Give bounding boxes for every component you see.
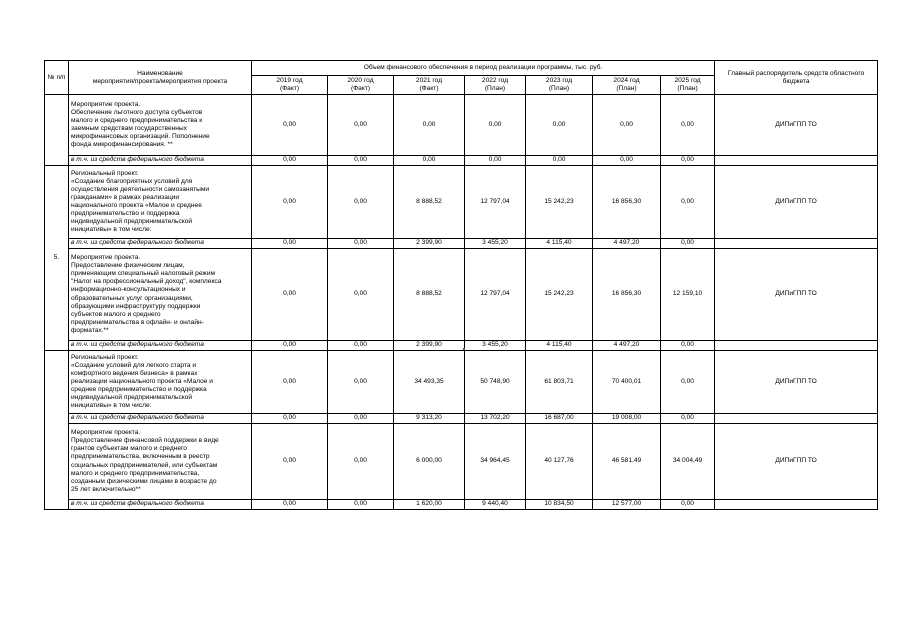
header-year-kind: (План) (548, 85, 570, 92)
header-year-0 (252, 76, 328, 95)
header-name-line-2: мероприятия/проекта/мероприятия проекта (92, 77, 228, 85)
federal-value-cell: 0,00 (593, 156, 661, 166)
value-cell: 0,00 (593, 95, 661, 156)
header-year-label: 2022 год (481, 77, 509, 84)
activity-name-line: осуществления деятельности самозанятыми (71, 185, 210, 193)
value-cell: 12 797,04 (465, 166, 526, 239)
federal-budget-label: в т.ч. из средств федерального бюджета (69, 239, 252, 249)
activity-name-line: национального проекта «Малое и среднее (71, 202, 202, 209)
value-cell: 34 004,49 (661, 424, 715, 500)
federal-value-cell: 0,00 (394, 156, 465, 166)
activity-name-line: созданным физическими лицами в возрасте до (71, 477, 217, 485)
manager-cell: ДИПиГПП ТО (715, 166, 878, 239)
table-row (45, 166, 878, 239)
activity-name-line: реализации национального проекта «Малое и (71, 377, 213, 385)
header-year-2 (394, 76, 465, 95)
activity-name-line: малого и среднего предпринимательства, (71, 469, 200, 477)
activity-name-line: Мероприятие проекта. (71, 429, 141, 437)
table-body (45, 95, 878, 510)
value-cell: 34 493,35 (394, 351, 465, 414)
activity-name-line: комфортного ведения бизнеса» в рамках (71, 369, 198, 377)
header-year-kind: (Факт) (350, 85, 371, 92)
header-year-kind: (План) (616, 85, 637, 92)
federal-value-cell: 4 115,40 (526, 239, 593, 249)
federal-value-cell: 1 620,00 (394, 500, 465, 510)
activity-name-line: Региональный проект. (71, 353, 139, 361)
header-funding: Объем финансового обеспечения в период реализации программы, тыс. руб. (252, 61, 715, 76)
value-cell: 70 400,01 (593, 351, 661, 414)
federal-value-cell: 0,00 (465, 156, 526, 166)
header-year-kind: (Факт) (279, 85, 300, 92)
activity-name-line: гражданами» в рамках реализации (71, 193, 180, 201)
activity-name (69, 95, 252, 156)
value-cell: 40 127,76 (526, 424, 593, 500)
row-number-empty (45, 351, 69, 510)
value-cell: 0,00 (252, 166, 328, 239)
activity-name (69, 424, 252, 500)
activity-name-line: Мероприятие проекта. (71, 100, 141, 108)
value-cell: 15 242,23 (526, 166, 593, 239)
federal-value-cell: 0,00 (252, 341, 328, 351)
manager-cell: ДИПиГПП ТО (715, 95, 878, 156)
value-cell: 0,00 (252, 249, 328, 341)
value-cell: 8 888,52 (394, 166, 465, 239)
manager-cell-empty (715, 156, 878, 166)
activity-name-line: предпринимательства, включенным в реестр (71, 453, 210, 461)
federal-value-cell: 9 313,20 (394, 414, 465, 424)
federal-value-cell: 10 834,50 (526, 500, 593, 510)
value-cell: 16 856,30 (593, 166, 661, 239)
federal-value-cell: 4 497,20 (593, 341, 661, 351)
activity-name-line: микрофинансовых организаций. Пополнение (71, 133, 210, 141)
federal-value-cell: 9 440,40 (465, 500, 526, 510)
federal-value-cell: 2 399,90 (394, 239, 465, 249)
activity-name-line: Предоставление финансовой поддержки в виде (71, 437, 219, 445)
federal-value-cell: 0,00 (328, 156, 394, 166)
activity-name-line: информационно-консультационных и (71, 286, 186, 294)
activity-name-line: Региональный проект. (71, 169, 139, 177)
federal-value-cell: 0,00 (661, 239, 715, 249)
federal-budget-label: в т.ч. из средств федерального бюджета (69, 500, 252, 510)
value-cell: 0,00 (328, 166, 394, 239)
federal-value-cell: 0,00 (252, 239, 328, 249)
header-year-label: 2025 год (674, 77, 701, 84)
value-cell: 0,00 (252, 95, 328, 156)
value-cell: 12 159,10 (661, 249, 715, 341)
value-cell: 12 797,04 (465, 249, 526, 341)
table-row (45, 351, 878, 414)
value-cell: 8 888,52 (394, 249, 465, 341)
activity-name-line: социальных предпринимателей, или субъектам (71, 461, 218, 469)
federal-value-cell: 0,00 (252, 500, 328, 510)
value-cell: 0,00 (252, 351, 328, 414)
activity-name-line: индивидуальной предпринимательской (71, 218, 193, 226)
value-cell: 0,00 (328, 249, 394, 341)
row-number-empty (45, 95, 69, 166)
manager-cell: ДИПиГПП ТО (715, 249, 878, 341)
value-cell: 0,00 (328, 351, 394, 414)
activity-name-line: 25 лет включительно** (71, 485, 141, 493)
federal-value-cell: 0,00 (252, 414, 328, 424)
value-cell: 0,00 (526, 95, 593, 156)
value-cell: 0,00 (328, 95, 394, 156)
activity-name-line: «Создание благоприятных условий для (71, 177, 193, 185)
manager-cell: ДИПиГПП ТО (715, 351, 878, 414)
manager-cell-empty (715, 341, 878, 351)
federal-value-cell: 0,00 (328, 500, 394, 510)
activity-name-line: фонда микрофинансирования. ** (71, 141, 173, 149)
activity-name (69, 351, 252, 414)
federal-value-cell: 0,00 (328, 341, 394, 351)
value-cell: 0,00 (661, 166, 715, 239)
activity-name-line: образовательных услуг организациями, (71, 294, 193, 302)
activity-name-line: инициативы» в том числе: (71, 402, 152, 410)
value-cell: 16 856,30 (593, 249, 661, 341)
header-year-3 (465, 76, 526, 95)
federal-value-cell: 16 687,00 (526, 414, 593, 424)
activity-name-line: "Налог на профессиональный доход", комплекса (71, 278, 222, 286)
header-year-5 (593, 76, 661, 95)
activity-name-line: среднее предпринимательство и поддержка (71, 386, 207, 394)
manager-cell-empty (715, 239, 878, 249)
manager-cell-empty (715, 414, 878, 424)
federal-value-cell: 13 702,20 (465, 414, 526, 424)
activity-name (69, 249, 252, 341)
subtotal-row (45, 500, 878, 510)
activity-name-line: образующими инфраструктуру поддержки (71, 302, 201, 310)
stray-dot (463, 348, 465, 350)
header-year-label: 2020 год (347, 77, 374, 84)
financing-table (44, 60, 878, 510)
manager-cell-empty (715, 500, 878, 510)
federal-value-cell: 0,00 (252, 156, 328, 166)
value-cell: 15 242,23 (526, 249, 593, 341)
activity-name-line: заемным средствам государственных (71, 125, 187, 132)
federal-budget-label: в т.ч. из средств федерального бюджета (69, 156, 252, 166)
value-cell: 6 000,00 (394, 424, 465, 500)
value-cell: 46 581,49 (593, 424, 661, 500)
table-row (45, 424, 878, 500)
federal-value-cell: 0,00 (661, 341, 715, 351)
header-year-label: 2023 год (545, 77, 573, 84)
federal-budget-label: в т.ч. из средств федерального бюджета (69, 341, 252, 351)
activity-name-line: индивидуальной предпринимательской (71, 394, 193, 402)
activity-name-line: малого и среднего предпринимательства к (71, 116, 203, 124)
value-cell: 0,00 (252, 424, 328, 500)
document-page (44, 60, 878, 510)
header-year-6 (661, 76, 715, 95)
value-cell: 0,00 (661, 351, 715, 414)
table-row (45, 95, 878, 156)
header-name (69, 61, 252, 95)
federal-value-cell: 2 399,90 (394, 341, 465, 351)
value-cell: 0,00 (328, 424, 394, 500)
value-cell: 61 803,71 (526, 351, 593, 414)
federal-value-cell: 0,00 (661, 414, 715, 424)
header-year-kind: (План) (484, 85, 506, 92)
activity-name-line: субъектов малого и среднего (71, 310, 161, 318)
row-number: 5. (45, 166, 69, 351)
activity-name-line: Обеспечение льготного доступа субъектов (71, 108, 203, 116)
activity-name-line: Мероприятие проекта. (71, 254, 141, 262)
federal-budget-label: в т.ч. из средств федерального бюджета (69, 414, 252, 424)
activity-name-line: Предоставление физическим лицам, (71, 262, 185, 270)
subtotal-row (45, 156, 878, 166)
federal-value-cell: 3 455,20 (465, 239, 526, 249)
federal-value-cell: 0,00 (661, 156, 715, 166)
value-cell: 34 964,45 (465, 424, 526, 500)
subtotal-row (45, 239, 878, 249)
subtotal-row (45, 341, 878, 351)
activity-name-line: «Создание условий для легкого старта и (71, 361, 197, 369)
federal-value-cell: 19 008,00 (593, 414, 661, 424)
table-row (45, 249, 878, 341)
activity-name-line: грантов субъектам малого и среднего (71, 445, 187, 453)
federal-value-cell: 3 455,20 (465, 341, 526, 351)
federal-value-cell: 4 115,40 (526, 341, 593, 351)
value-cell: 0,00 (661, 95, 715, 156)
header-number: № п/п (45, 61, 69, 95)
header-name-line-1: Наименование (137, 69, 183, 77)
header-year-1 (328, 76, 394, 95)
header-year-label: 2024 год (613, 77, 640, 84)
manager-cell: ДИПиГПП ТО (715, 424, 878, 500)
activity-name (69, 166, 252, 239)
header-year-kind: (Факт) (419, 85, 439, 92)
federal-value-cell: 4 497,20 (593, 239, 661, 249)
activity-name-line: применяющим специальный налоговый режим (71, 270, 216, 278)
federal-value-cell: 12 577,00 (593, 500, 661, 510)
value-cell: 50 748,90 (465, 351, 526, 414)
federal-value-cell: 0,00 (328, 239, 394, 249)
federal-value-cell: 0,00 (661, 500, 715, 510)
value-cell: 0,00 (394, 95, 465, 156)
header-year-label: 2019 год (276, 77, 303, 84)
header-manager: Главный распорядитель средств областного бюджета (715, 61, 878, 95)
federal-value-cell: 0,00 (526, 156, 593, 166)
subtotal-row (45, 414, 878, 424)
value-cell: 0,00 (465, 95, 526, 156)
header-year-4 (526, 76, 593, 95)
activity-name-line: инициативы» в том числе: (71, 226, 152, 234)
header-year-label: 2021 год (415, 77, 443, 84)
header-year-kind: (План) (677, 85, 698, 92)
federal-value-cell: 0,00 (328, 414, 394, 424)
activity-name-line: форматах.** (71, 326, 109, 334)
activity-name-line: предпринимательство и поддержка (71, 210, 180, 218)
activity-name-line: предпринимательства в офлайн- и онлайн- (71, 318, 204, 326)
